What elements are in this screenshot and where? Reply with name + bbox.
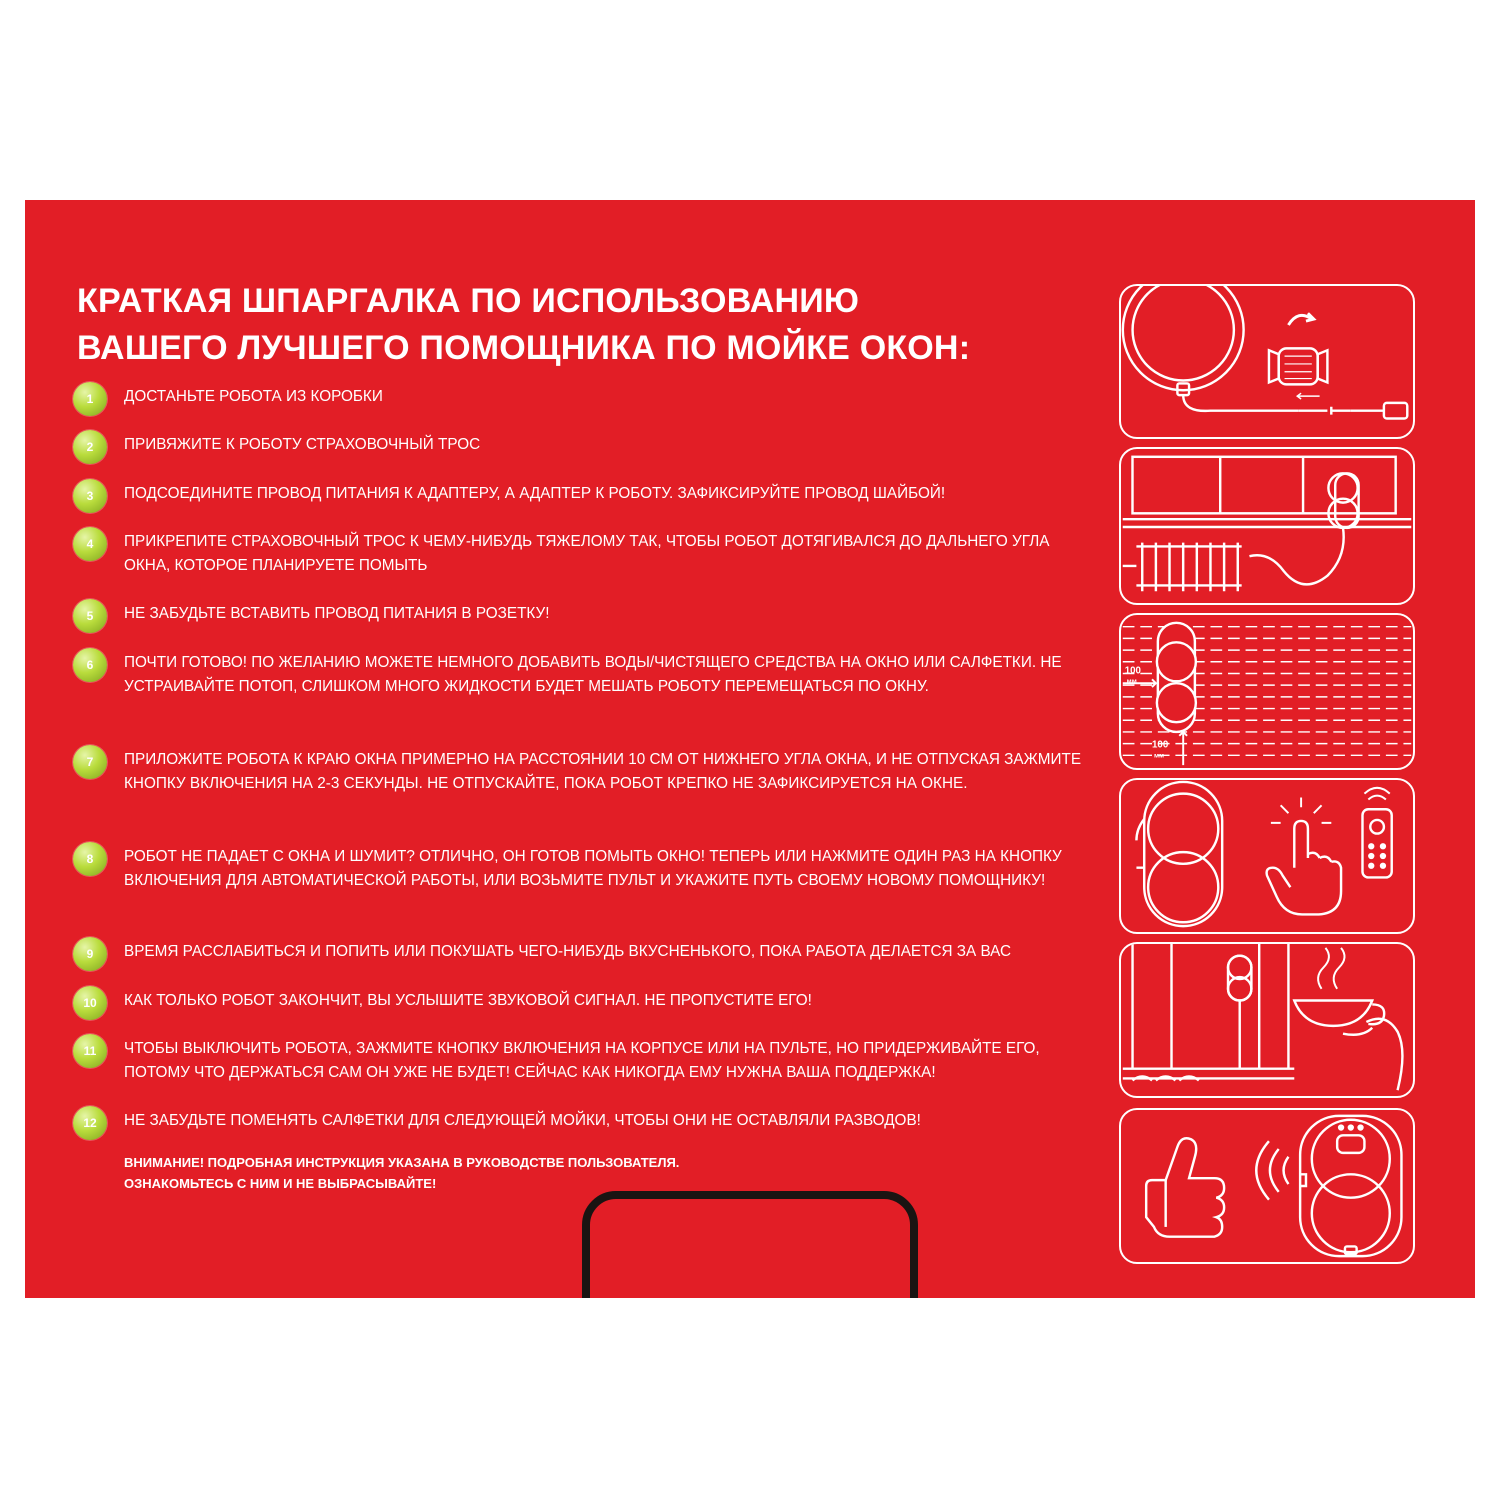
step-number-badge: 3 bbox=[73, 479, 107, 513]
step-text: ПОЧТИ ГОТОВО! ПО ЖЕЛАНИЮ МОЖЕТЕ НЕМНОГО ДОБАВИТЬ ВОДЫ/ЧИСТЯЩЕГО СРЕДСТВА НА ОКНО ИЛИ САЛФЕТКИ. НЕ УСТРАИВАЙТЕ ПОТОП, СЛИШКОМ МНОГО ЖИДКОСТИ БУДЕТ МЕШАТЬ РОБОТУ ПЕРЕМЕЩАТЬСЯ ПО ОКНУ. bbox=[124, 654, 1062, 695]
title-line-1: КРАТКАЯ ШПАРГАЛКА ПО ИСПОЛЬЗОВАНИЮ bbox=[77, 282, 860, 320]
step-number-badge: 6 bbox=[73, 648, 107, 682]
step-text: ПРИЛОЖИТЕ РОБОТА К КРАЮ ОКНА ПРИМЕРНО НА РАССТОЯНИИ 10 СМ ОТ НИЖНЕГО УГЛА ОКНА, И НЕ ОТПУСКАЯ ЗАЖМИТЕ КНОПКУ ВКЛЮЧЕНИЯ НА 2-3 СЕКУНДЫ. НЕ ОТПУСКАЙТЕ, ПОКА РОБОТ КРЕПКО НЕ ЗАФИКСИРУЕТСЯ НА ОКНЕ. bbox=[124, 751, 1082, 792]
coffee-cup-icon bbox=[1121, 944, 1413, 1096]
placement-distance-icon bbox=[1121, 615, 1413, 768]
step-number-badge: 8 bbox=[73, 842, 107, 876]
illustration-attach-tether bbox=[1119, 447, 1415, 605]
instruction-panel bbox=[25, 200, 1475, 1298]
step-text: ВРЕМЯ РАССЛАБИТЬСЯ И ПОПИТЬ ИЛИ ПОКУШАТЬ ЧЕГО-НИБУДЬ ВКУСНЕНЬКОГО, ПОКА РАБОТА ДЕЛАЕТСЯ ЗА ВАС bbox=[124, 943, 1012, 960]
distance-bottom-unit: мм bbox=[1153, 752, 1165, 760]
illustration-placement bbox=[1119, 613, 1415, 770]
warning-line-2: ОЗНАКОМЬТЕСЬ С НИМ И НЕ ВЫБРАСЫВАЙТЕ! bbox=[124, 1176, 437, 1191]
step-number-badge: 11 bbox=[73, 1034, 107, 1068]
step-text: НЕ ЗАБУДЬТЕ ВСТАВИТЬ ПРОВОД ПИТАНИЯ В РОЗЕТКУ! bbox=[124, 605, 550, 622]
illustration-unpack-robot bbox=[1119, 284, 1415, 439]
step-number-badge: 5 bbox=[73, 599, 107, 633]
step-text: КАК ТОЛЬКО РОБОТ ЗАКОНЧИТ, ВЫ УСЛЫШИТЕ ЗВУКОВОЙ СИГНАЛ. НЕ ПРОПУСТИТЕ ЕГО! bbox=[124, 992, 812, 1009]
step-text: ДОСТАНЬТЕ РОБОТА ИЗ КОРОБКИ bbox=[124, 388, 383, 405]
step-number-badge: 4 bbox=[73, 527, 107, 561]
page-title bbox=[77, 278, 1097, 372]
step-number-badge: 2 bbox=[73, 430, 107, 464]
illustration-start-robot bbox=[1119, 778, 1415, 934]
window-radiator-icon bbox=[1121, 449, 1413, 603]
illustration-relax bbox=[1119, 942, 1415, 1098]
step-number-badge: 9 bbox=[73, 937, 107, 971]
warning-note bbox=[124, 1152, 884, 1194]
distance-bottom-value: 100 bbox=[1152, 739, 1169, 751]
title-line-2: ВАШЕГО ЛУЧШЕГО ПОМОЩНИКА ПО МОЙКЕ ОКОН: bbox=[77, 329, 971, 367]
step-text: РОБОТ НЕ ПАДАЕТ С ОКНА И ШУМИТ? ОТЛИЧНО, ОН ГОТОВ ПОМЫТЬ ОКНО! ТЕПЕРЬ ИЛИ НАЖМИТЕ ОДИН РАЗ НА КНОПКУ ВКЛЮЧЕНИЯ ДЛЯ АВТОМАТИЧЕСКОЙ РАБОТЫ, ИЛИ ВОЗЬМИТЕ ПУЛЬТ И УКАЖИТЕ ПУТЬ СВОЕМУ НОВОМУ ПОМОЩНИКУ! bbox=[124, 848, 1062, 889]
warning-line-1: ВНИМАНИЕ! ПОДРОБНАЯ ИНСТРУКЦИЯ УКАЗАНА В РУКОВОДСТВЕ ПОЛЬЗОВАТЕЛЯ. bbox=[124, 1155, 680, 1170]
distance-side-value: 100 bbox=[1124, 665, 1141, 677]
thumbs-up-sound-icon bbox=[1121, 1110, 1413, 1262]
step-number-badge: 1 bbox=[73, 382, 107, 416]
distance-side-unit: мм bbox=[1126, 678, 1137, 686]
step-number-badge: 12 bbox=[73, 1106, 107, 1140]
hand-remote-icon bbox=[1121, 780, 1413, 932]
step-number-badge: 7 bbox=[73, 745, 107, 779]
step-text: ПРИКРЕПИТЕ СТРАХОВОЧНЫЙ ТРОС К ЧЕМУ-НИБУДЬ ТЯЖЕЛОМУ ТАК, ЧТОБЫ РОБОТ ДОТЯГИВАЛСЯ ДО ДАЛЬНЕГО УГЛА ОКНА, КОТОРОЕ ПЛАНИРУЕТЕ ПОМЫТЬ bbox=[124, 533, 1050, 574]
step-text: ПОДСОЕДИНИТЕ ПРОВОД ПИТАНИЯ К АДАПТЕРУ, А АДАПТЕР К РОБОТУ. ЗАФИКСИРУЙТЕ ПРОВОД ШАЙБОЙ! bbox=[124, 485, 946, 502]
step-number-badge: 10 bbox=[73, 986, 107, 1020]
step-text: ПРИВЯЖИТЕ К РОБОТУ СТРАХОВОЧНЫЙ ТРОС bbox=[124, 436, 481, 453]
step-text: ЧТОБЫ ВЫКЛЮЧИТЬ РОБОТА, ЗАЖМИТЕ КНОПКУ ВКЛЮЧЕНИЯ НА КОРПУСЕ ИЛИ НА ПУЛЬТЕ, НО ПРИДЕРЖИВАЙТЕ ЕГО, ПОТОМУ ЧТО ДЕРЖАТЬСЯ САМ ОН УЖЕ НЕ БУДЕТ! СЕЙЧАС КАК НИКОГДА ЕМУ НУЖНА ВАША ПОДДЕРЖКА! bbox=[124, 1040, 1040, 1081]
box-handle-cutout bbox=[582, 1191, 918, 1298]
illustration-done-signal bbox=[1119, 1108, 1415, 1264]
step-text: НЕ ЗАБУДЬТЕ ПОМЕНЯТЬ САЛФЕТКИ ДЛЯ СЛЕДУЮЩЕЙ МОЙКИ, ЧТОБЫ ОНИ НЕ ОСТАВЛЯЛИ РАЗВОДОВ! bbox=[124, 1112, 921, 1129]
robot-cable-icon bbox=[1121, 286, 1413, 437]
